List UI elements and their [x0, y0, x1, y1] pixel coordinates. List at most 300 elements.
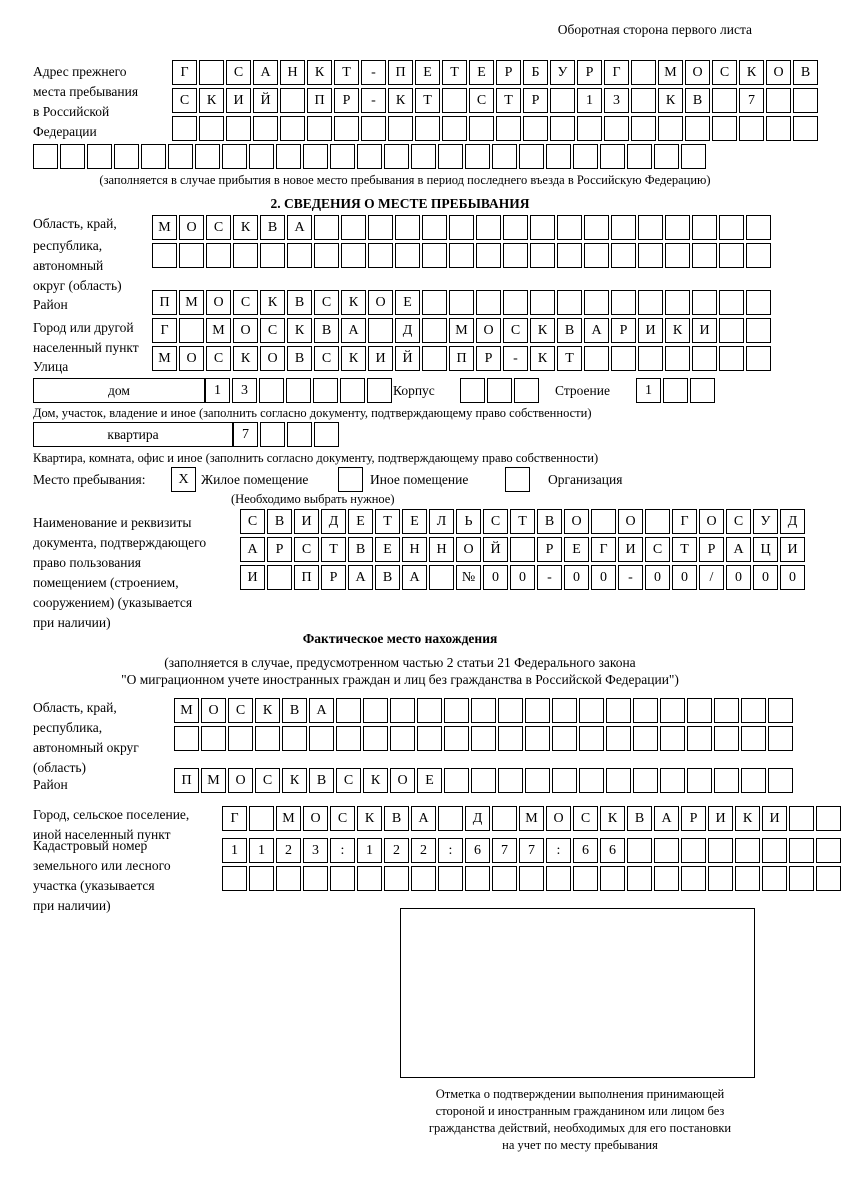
- street-cell-11[interactable]: [422, 346, 447, 371]
- region-r1-cell-10[interactable]: [395, 215, 420, 240]
- al-region-r2-cell-8[interactable]: [363, 726, 388, 751]
- al-region-r1-cell-9[interactable]: [390, 698, 415, 723]
- region-r2-cell-19[interactable]: [638, 243, 663, 268]
- region-r2-cell-14[interactable]: [503, 243, 528, 268]
- cadastral-r2-cell-10[interactable]: [465, 866, 490, 891]
- region-r2-cell-20[interactable]: [665, 243, 690, 268]
- al-district-cell-3[interactable]: О: [228, 768, 253, 793]
- al-city-cell-10[interactable]: Д: [465, 806, 490, 831]
- region-r1-cell-11[interactable]: [422, 215, 447, 240]
- al-region-r1-cell-22[interactable]: [741, 698, 766, 723]
- region-r2-cell-23[interactable]: [746, 243, 771, 268]
- doc-r3-cell-5[interactable]: А: [348, 565, 373, 590]
- city-cell-12[interactable]: М: [449, 318, 474, 343]
- cadastral-r2-cell-12[interactable]: [519, 866, 544, 891]
- al-region-r1-cell-10[interactable]: [417, 698, 442, 723]
- doc-r3-cell-7[interactable]: А: [402, 565, 427, 590]
- street-cell-23[interactable]: [746, 346, 771, 371]
- district-cell-8[interactable]: К: [341, 290, 366, 315]
- al-city-cell-12[interactable]: М: [519, 806, 544, 831]
- al-region-r2-cell-17[interactable]: [606, 726, 631, 751]
- region-r1-cell-7[interactable]: [314, 215, 339, 240]
- doc-r1-cell-16[interactable]: [645, 509, 670, 534]
- kvartira-cell-4[interactable]: [314, 422, 339, 447]
- cadastral-r2-cell-4[interactable]: [303, 866, 328, 891]
- al-region-r1-cell-3[interactable]: С: [228, 698, 253, 723]
- al-district-cell-12[interactable]: [471, 768, 496, 793]
- doc-r2-cell-19[interactable]: А: [726, 537, 751, 562]
- district-cell-13[interactable]: [476, 290, 501, 315]
- al-region-r2-cell-1[interactable]: [174, 726, 199, 751]
- doc-r2-cell-20[interactable]: Ц: [753, 537, 778, 562]
- prev-address-r1-cell-17[interactable]: Г: [604, 60, 629, 85]
- prev-address-r1-cell-10[interactable]: Е: [415, 60, 440, 85]
- kvartira-cell-1[interactable]: 7: [233, 422, 258, 447]
- al-city-row[interactable]: [222, 806, 843, 831]
- cadastral-r2-cell-8[interactable]: [411, 866, 436, 891]
- city-cell-6[interactable]: К: [287, 318, 312, 343]
- region-row-1[interactable]: [152, 215, 773, 240]
- city-cell-18[interactable]: Р: [611, 318, 636, 343]
- cadastral-r1-cell-20[interactable]: [735, 838, 760, 863]
- doc-r1-cell-19[interactable]: С: [726, 509, 751, 534]
- region-r2-cell-22[interactable]: [719, 243, 744, 268]
- al-district-cell-1[interactable]: П: [174, 768, 199, 793]
- cadastral-r2-cell-22[interactable]: [789, 866, 814, 891]
- district-cell-17[interactable]: [584, 290, 609, 315]
- al-region-r1-cell-23[interactable]: [768, 698, 793, 723]
- street-cell-3[interactable]: С: [206, 346, 231, 371]
- region-r1-cell-5[interactable]: В: [260, 215, 285, 240]
- cadastral-r1-cell-21[interactable]: [762, 838, 787, 863]
- al-region-r1-cell-18[interactable]: [633, 698, 658, 723]
- cadastral-r1-cell-9[interactable]: :: [438, 838, 463, 863]
- city-cell-23[interactable]: [746, 318, 771, 343]
- doc-r2-cell-11[interactable]: [510, 537, 535, 562]
- prev-address-r3-cell-13[interactable]: [496, 116, 521, 141]
- al-district-cell-5[interactable]: К: [282, 768, 307, 793]
- doc-r3-cell-18[interactable]: /: [699, 565, 724, 590]
- prev-address-r3-cell-17[interactable]: [604, 116, 629, 141]
- al-region-r2-cell-5[interactable]: [282, 726, 307, 751]
- prev-address-r2-cell-7[interactable]: Р: [334, 88, 359, 113]
- cadastral-r1-cell-11[interactable]: 7: [492, 838, 517, 863]
- street-cell-1[interactable]: М: [152, 346, 177, 371]
- doc-r3-cell-13[interactable]: 0: [564, 565, 589, 590]
- al-city-cell-19[interactable]: И: [708, 806, 733, 831]
- al-district-cell-4[interactable]: С: [255, 768, 280, 793]
- prev-address-r4-cell-13[interactable]: [357, 144, 382, 169]
- cadastral-r1-cell-15[interactable]: 6: [600, 838, 625, 863]
- prev-address-r2-cell-6[interactable]: П: [307, 88, 332, 113]
- al-city-cell-22[interactable]: [789, 806, 814, 831]
- prev-address-r4-cell-7[interactable]: [195, 144, 220, 169]
- prev-address-r2-cell-23[interactable]: [766, 88, 791, 113]
- cadastral-r1-cell-22[interactable]: [789, 838, 814, 863]
- region-r2-cell-12[interactable]: [449, 243, 474, 268]
- stamp-box[interactable]: [400, 908, 755, 1078]
- doc-r1-cell-7[interactable]: Е: [402, 509, 427, 534]
- region-r2-cell-15[interactable]: [530, 243, 555, 268]
- street-cell-7[interactable]: С: [314, 346, 339, 371]
- city-cell-17[interactable]: А: [584, 318, 609, 343]
- al-district-cell-17[interactable]: [606, 768, 631, 793]
- al-city-cell-5[interactable]: С: [330, 806, 355, 831]
- prev-address-r4-cell-2[interactable]: [60, 144, 85, 169]
- doc-r1-cell-8[interactable]: Л: [429, 509, 454, 534]
- street-cell-9[interactable]: И: [368, 346, 393, 371]
- cadastral-r1-cell-23[interactable]: [816, 838, 841, 863]
- doc-r2-cell-5[interactable]: В: [348, 537, 373, 562]
- region-r1-cell-20[interactable]: [665, 215, 690, 240]
- al-city-cell-11[interactable]: [492, 806, 517, 831]
- prev-address-r2-cell-2[interactable]: К: [199, 88, 224, 113]
- al-region-r2-cell-9[interactable]: [390, 726, 415, 751]
- prev-address-r3-cell-4[interactable]: [253, 116, 278, 141]
- prev-address-r3-cell-24[interactable]: [793, 116, 818, 141]
- city-cell-8[interactable]: А: [341, 318, 366, 343]
- prev-address-r2-cell-24[interactable]: [793, 88, 818, 113]
- region-r2-cell-8[interactable]: [341, 243, 366, 268]
- al-region-r2-cell-23[interactable]: [768, 726, 793, 751]
- prev-address-r3-cell-22[interactable]: [739, 116, 764, 141]
- doc-row-2[interactable]: [240, 537, 807, 562]
- al-region-r1-cell-5[interactable]: В: [282, 698, 307, 723]
- al-region-r1-cell-16[interactable]: [579, 698, 604, 723]
- al-district-cell-2[interactable]: М: [201, 768, 226, 793]
- prev-address-r1-cell-21[interactable]: С: [712, 60, 737, 85]
- prev-address-r3-cell-11[interactable]: [442, 116, 467, 141]
- prev-address-r4-cell-14[interactable]: [384, 144, 409, 169]
- city-cell-16[interactable]: В: [557, 318, 582, 343]
- region-r2-cell-16[interactable]: [557, 243, 582, 268]
- al-region-r2-cell-3[interactable]: [228, 726, 253, 751]
- al-region-r2-cell-15[interactable]: [552, 726, 577, 751]
- street-cell-15[interactable]: К: [530, 346, 555, 371]
- al-region-r2-cell-20[interactable]: [687, 726, 712, 751]
- korpus-cell-2[interactable]: [487, 378, 512, 403]
- al-city-cell-8[interactable]: А: [411, 806, 436, 831]
- street-cell-2[interactable]: О: [179, 346, 204, 371]
- doc-r3-cell-9[interactable]: №: [456, 565, 481, 590]
- city-cell-14[interactable]: С: [503, 318, 528, 343]
- al-region-row-2[interactable]: [174, 726, 795, 751]
- al-region-r2-cell-11[interactable]: [444, 726, 469, 751]
- doc-r2-cell-13[interactable]: Е: [564, 537, 589, 562]
- doc-r1-cell-17[interactable]: Г: [672, 509, 697, 534]
- prev-address-r2-cell-12[interactable]: С: [469, 88, 494, 113]
- al-district-cell-14[interactable]: [525, 768, 550, 793]
- al-city-cell-9[interactable]: [438, 806, 463, 831]
- doc-r3-cell-17[interactable]: 0: [672, 565, 697, 590]
- prev-address-r4-cell-25[interactable]: [681, 144, 706, 169]
- region-r2-cell-1[interactable]: [152, 243, 177, 268]
- al-region-r2-cell-10[interactable]: [417, 726, 442, 751]
- prev-address-r3-cell-23[interactable]: [766, 116, 791, 141]
- prev-address-r1-cell-22[interactable]: К: [739, 60, 764, 85]
- region-r2-cell-10[interactable]: [395, 243, 420, 268]
- district-cell-18[interactable]: [611, 290, 636, 315]
- doc-r1-cell-18[interactable]: О: [699, 509, 724, 534]
- doc-r2-cell-6[interactable]: Е: [375, 537, 400, 562]
- prev-address-r3-cell-21[interactable]: [712, 116, 737, 141]
- region-r1-cell-1[interactable]: М: [152, 215, 177, 240]
- prev-address-r1-cell-6[interactable]: К: [307, 60, 332, 85]
- cadastral-r2-cell-11[interactable]: [492, 866, 517, 891]
- cadastral-r1-cell-16[interactable]: [627, 838, 652, 863]
- cadastral-r2-cell-7[interactable]: [384, 866, 409, 891]
- al-city-cell-2[interactable]: [249, 806, 274, 831]
- dom-cells[interactable]: [205, 378, 394, 403]
- prev-address-r4-cell-1[interactable]: [33, 144, 58, 169]
- city-cell-19[interactable]: И: [638, 318, 663, 343]
- cadastral-r1-cell-17[interactable]: [654, 838, 679, 863]
- doc-r3-cell-12[interactable]: -: [537, 565, 562, 590]
- al-region-r1-cell-4[interactable]: К: [255, 698, 280, 723]
- prev-address-r2-cell-4[interactable]: Й: [253, 88, 278, 113]
- street-cell-16[interactable]: Т: [557, 346, 582, 371]
- prev-address-r3-cell-16[interactable]: [577, 116, 602, 141]
- doc-r1-cell-4[interactable]: Д: [321, 509, 346, 534]
- prev-address-r4-cell-21[interactable]: [573, 144, 598, 169]
- region-r1-cell-6[interactable]: А: [287, 215, 312, 240]
- district-cell-4[interactable]: С: [233, 290, 258, 315]
- prev-address-r1-cell-4[interactable]: А: [253, 60, 278, 85]
- doc-r1-cell-13[interactable]: О: [564, 509, 589, 534]
- prev-address-r3-cell-9[interactable]: [388, 116, 413, 141]
- prev-address-row-2[interactable]: [172, 88, 820, 113]
- prev-address-r1-cell-9[interactable]: П: [388, 60, 413, 85]
- street-cell-10[interactable]: Й: [395, 346, 420, 371]
- al-region-r1-cell-6[interactable]: А: [309, 698, 334, 723]
- city-cell-3[interactable]: М: [206, 318, 231, 343]
- al-city-cell-3[interactable]: М: [276, 806, 301, 831]
- district-cell-3[interactable]: О: [206, 290, 231, 315]
- district-cell-1[interactable]: П: [152, 290, 177, 315]
- district-cell-11[interactable]: [422, 290, 447, 315]
- prev-address-r1-cell-7[interactable]: Т: [334, 60, 359, 85]
- dom-cell-7[interactable]: [367, 378, 392, 403]
- prev-address-r3-cell-15[interactable]: [550, 116, 575, 141]
- cadastral-r2-cell-19[interactable]: [708, 866, 733, 891]
- city-cell-9[interactable]: [368, 318, 393, 343]
- cadastral-r1-cell-4[interactable]: 3: [303, 838, 328, 863]
- doc-r3-cell-20[interactable]: 0: [753, 565, 778, 590]
- cadastral-r2-cell-9[interactable]: [438, 866, 463, 891]
- doc-r3-cell-4[interactable]: Р: [321, 565, 346, 590]
- al-region-r1-cell-15[interactable]: [552, 698, 577, 723]
- street-cell-21[interactable]: [692, 346, 717, 371]
- prev-address-r1-cell-2[interactable]: [199, 60, 224, 85]
- district-cell-22[interactable]: [719, 290, 744, 315]
- al-district-cell-9[interactable]: О: [390, 768, 415, 793]
- prev-address-r4-cell-6[interactable]: [168, 144, 193, 169]
- doc-r1-cell-2[interactable]: В: [267, 509, 292, 534]
- region-r2-cell-5[interactable]: [260, 243, 285, 268]
- district-cell-14[interactable]: [503, 290, 528, 315]
- korpus-cell-3[interactable]: [514, 378, 539, 403]
- street-cell-17[interactable]: [584, 346, 609, 371]
- prev-address-r3-cell-5[interactable]: [280, 116, 305, 141]
- prev-address-r3-cell-1[interactable]: [172, 116, 197, 141]
- cadastral-r2-cell-6[interactable]: [357, 866, 382, 891]
- al-city-cell-14[interactable]: С: [573, 806, 598, 831]
- doc-r3-cell-3[interactable]: П: [294, 565, 319, 590]
- prev-address-r1-cell-20[interactable]: О: [685, 60, 710, 85]
- doc-r1-cell-14[interactable]: [591, 509, 616, 534]
- prev-address-r3-cell-3[interactable]: [226, 116, 251, 141]
- street-cell-8[interactable]: К: [341, 346, 366, 371]
- doc-r1-cell-3[interactable]: И: [294, 509, 319, 534]
- doc-r1-cell-21[interactable]: Д: [780, 509, 805, 534]
- al-region-r2-cell-14[interactable]: [525, 726, 550, 751]
- region-r2-cell-21[interactable]: [692, 243, 717, 268]
- doc-r3-cell-6[interactable]: В: [375, 565, 400, 590]
- street-cell-20[interactable]: [665, 346, 690, 371]
- doc-r2-cell-15[interactable]: И: [618, 537, 643, 562]
- doc-r1-cell-9[interactable]: Ь: [456, 509, 481, 534]
- prev-address-r4-cell-19[interactable]: [519, 144, 544, 169]
- doc-r2-cell-2[interactable]: Р: [267, 537, 292, 562]
- al-region-r2-cell-22[interactable]: [741, 726, 766, 751]
- doc-row-1[interactable]: [240, 509, 807, 534]
- doc-r1-cell-1[interactable]: С: [240, 509, 265, 534]
- doc-r2-cell-1[interactable]: А: [240, 537, 265, 562]
- prev-address-r2-cell-5[interactable]: [280, 88, 305, 113]
- region-row-2[interactable]: [152, 243, 773, 268]
- district-cell-5[interactable]: К: [260, 290, 285, 315]
- doc-r2-cell-14[interactable]: Г: [591, 537, 616, 562]
- al-region-r1-cell-19[interactable]: [660, 698, 685, 723]
- prev-address-r4-cell-16[interactable]: [438, 144, 463, 169]
- cadastral-r1-cell-1[interactable]: 1: [222, 838, 247, 863]
- al-district-cell-18[interactable]: [633, 768, 658, 793]
- cadastral-row-1[interactable]: [222, 838, 843, 863]
- prev-address-r2-cell-1[interactable]: С: [172, 88, 197, 113]
- region-r1-cell-23[interactable]: [746, 215, 771, 240]
- prev-address-r2-cell-20[interactable]: В: [685, 88, 710, 113]
- doc-r2-cell-18[interactable]: Р: [699, 537, 724, 562]
- prev-address-r2-cell-16[interactable]: 1: [577, 88, 602, 113]
- prev-address-r4-cell-8[interactable]: [222, 144, 247, 169]
- prev-address-r1-cell-18[interactable]: [631, 60, 656, 85]
- al-city-cell-6[interactable]: К: [357, 806, 382, 831]
- region-r2-cell-6[interactable]: [287, 243, 312, 268]
- prev-address-r4-cell-12[interactable]: [330, 144, 355, 169]
- city-cell-22[interactable]: [719, 318, 744, 343]
- prev-address-r1-cell-5[interactable]: Н: [280, 60, 305, 85]
- cadastral-r1-cell-7[interactable]: 2: [384, 838, 409, 863]
- city-row[interactable]: [152, 318, 773, 343]
- cadastral-r2-cell-3[interactable]: [276, 866, 301, 891]
- al-district-cell-19[interactable]: [660, 768, 685, 793]
- dom-cell-1[interactable]: 1: [205, 378, 230, 403]
- region-r1-cell-9[interactable]: [368, 215, 393, 240]
- region-r2-cell-4[interactable]: [233, 243, 258, 268]
- region-r1-cell-17[interactable]: [584, 215, 609, 240]
- doc-r2-cell-3[interactable]: С: [294, 537, 319, 562]
- al-region-r1-cell-7[interactable]: [336, 698, 361, 723]
- prev-address-r1-cell-3[interactable]: С: [226, 60, 251, 85]
- al-district-cell-8[interactable]: К: [363, 768, 388, 793]
- prev-address-r1-cell-19[interactable]: М: [658, 60, 683, 85]
- prev-address-r2-cell-19[interactable]: К: [658, 88, 683, 113]
- prev-address-r1-cell-14[interactable]: Б: [523, 60, 548, 85]
- prev-address-r1-cell-16[interactable]: Р: [577, 60, 602, 85]
- doc-r3-cell-15[interactable]: -: [618, 565, 643, 590]
- cadastral-r2-cell-17[interactable]: [654, 866, 679, 891]
- prev-address-row-3[interactable]: [172, 116, 820, 141]
- doc-r1-cell-12[interactable]: В: [537, 509, 562, 534]
- stroenie-cell-3[interactable]: [690, 378, 715, 403]
- al-city-cell-20[interactable]: К: [735, 806, 760, 831]
- doc-r2-cell-8[interactable]: Н: [429, 537, 454, 562]
- al-district-cell-23[interactable]: [768, 768, 793, 793]
- street-cell-4[interactable]: К: [233, 346, 258, 371]
- prev-address-r4-cell-4[interactable]: [114, 144, 139, 169]
- region-r1-cell-13[interactable]: [476, 215, 501, 240]
- al-district-cell-11[interactable]: [444, 768, 469, 793]
- district-cell-23[interactable]: [746, 290, 771, 315]
- doc-r1-cell-20[interactable]: У: [753, 509, 778, 534]
- doc-r1-cell-15[interactable]: О: [618, 509, 643, 534]
- district-cell-15[interactable]: [530, 290, 555, 315]
- prev-address-r1-cell-15[interactable]: У: [550, 60, 575, 85]
- doc-r1-cell-10[interactable]: С: [483, 509, 508, 534]
- al-city-cell-15[interactable]: К: [600, 806, 625, 831]
- cadastral-r2-cell-15[interactable]: [600, 866, 625, 891]
- al-city-cell-23[interactable]: [816, 806, 841, 831]
- region-r2-cell-11[interactable]: [422, 243, 447, 268]
- prev-address-r3-cell-20[interactable]: [685, 116, 710, 141]
- region-r1-cell-2[interactable]: О: [179, 215, 204, 240]
- prev-address-r3-cell-10[interactable]: [415, 116, 440, 141]
- cadastral-r2-cell-21[interactable]: [762, 866, 787, 891]
- street-cell-13[interactable]: Р: [476, 346, 501, 371]
- city-cell-10[interactable]: Д: [395, 318, 420, 343]
- al-district-cell-7[interactable]: С: [336, 768, 361, 793]
- region-r1-cell-18[interactable]: [611, 215, 636, 240]
- doc-r1-cell-6[interactable]: Т: [375, 509, 400, 534]
- city-cell-2[interactable]: [179, 318, 204, 343]
- prev-address-r2-cell-10[interactable]: Т: [415, 88, 440, 113]
- al-region-r2-cell-18[interactable]: [633, 726, 658, 751]
- street-cell-19[interactable]: [638, 346, 663, 371]
- district-cell-19[interactable]: [638, 290, 663, 315]
- cadastral-r1-cell-6[interactable]: 1: [357, 838, 382, 863]
- district-cell-20[interactable]: [665, 290, 690, 315]
- doc-r2-cell-4[interactable]: Т: [321, 537, 346, 562]
- doc-r3-cell-8[interactable]: [429, 565, 454, 590]
- street-cell-5[interactable]: О: [260, 346, 285, 371]
- prev-address-r2-cell-14[interactable]: Р: [523, 88, 548, 113]
- al-city-cell-18[interactable]: Р: [681, 806, 706, 831]
- doc-r3-cell-14[interactable]: 0: [591, 565, 616, 590]
- cadastral-r2-cell-13[interactable]: [546, 866, 571, 891]
- al-region-r1-cell-8[interactable]: [363, 698, 388, 723]
- cadastral-r1-cell-12[interactable]: 7: [519, 838, 544, 863]
- korpus-cells[interactable]: [460, 378, 541, 403]
- district-cell-10[interactable]: Е: [395, 290, 420, 315]
- city-cell-21[interactable]: И: [692, 318, 717, 343]
- place-type-checkbox-residential[interactable]: X: [171, 467, 196, 492]
- doc-r3-cell-16[interactable]: 0: [645, 565, 670, 590]
- al-city-cell-17[interactable]: А: [654, 806, 679, 831]
- doc-r3-cell-19[interactable]: 0: [726, 565, 751, 590]
- city-cell-11[interactable]: [422, 318, 447, 343]
- prev-address-r1-cell-23[interactable]: О: [766, 60, 791, 85]
- al-district-cell-20[interactable]: [687, 768, 712, 793]
